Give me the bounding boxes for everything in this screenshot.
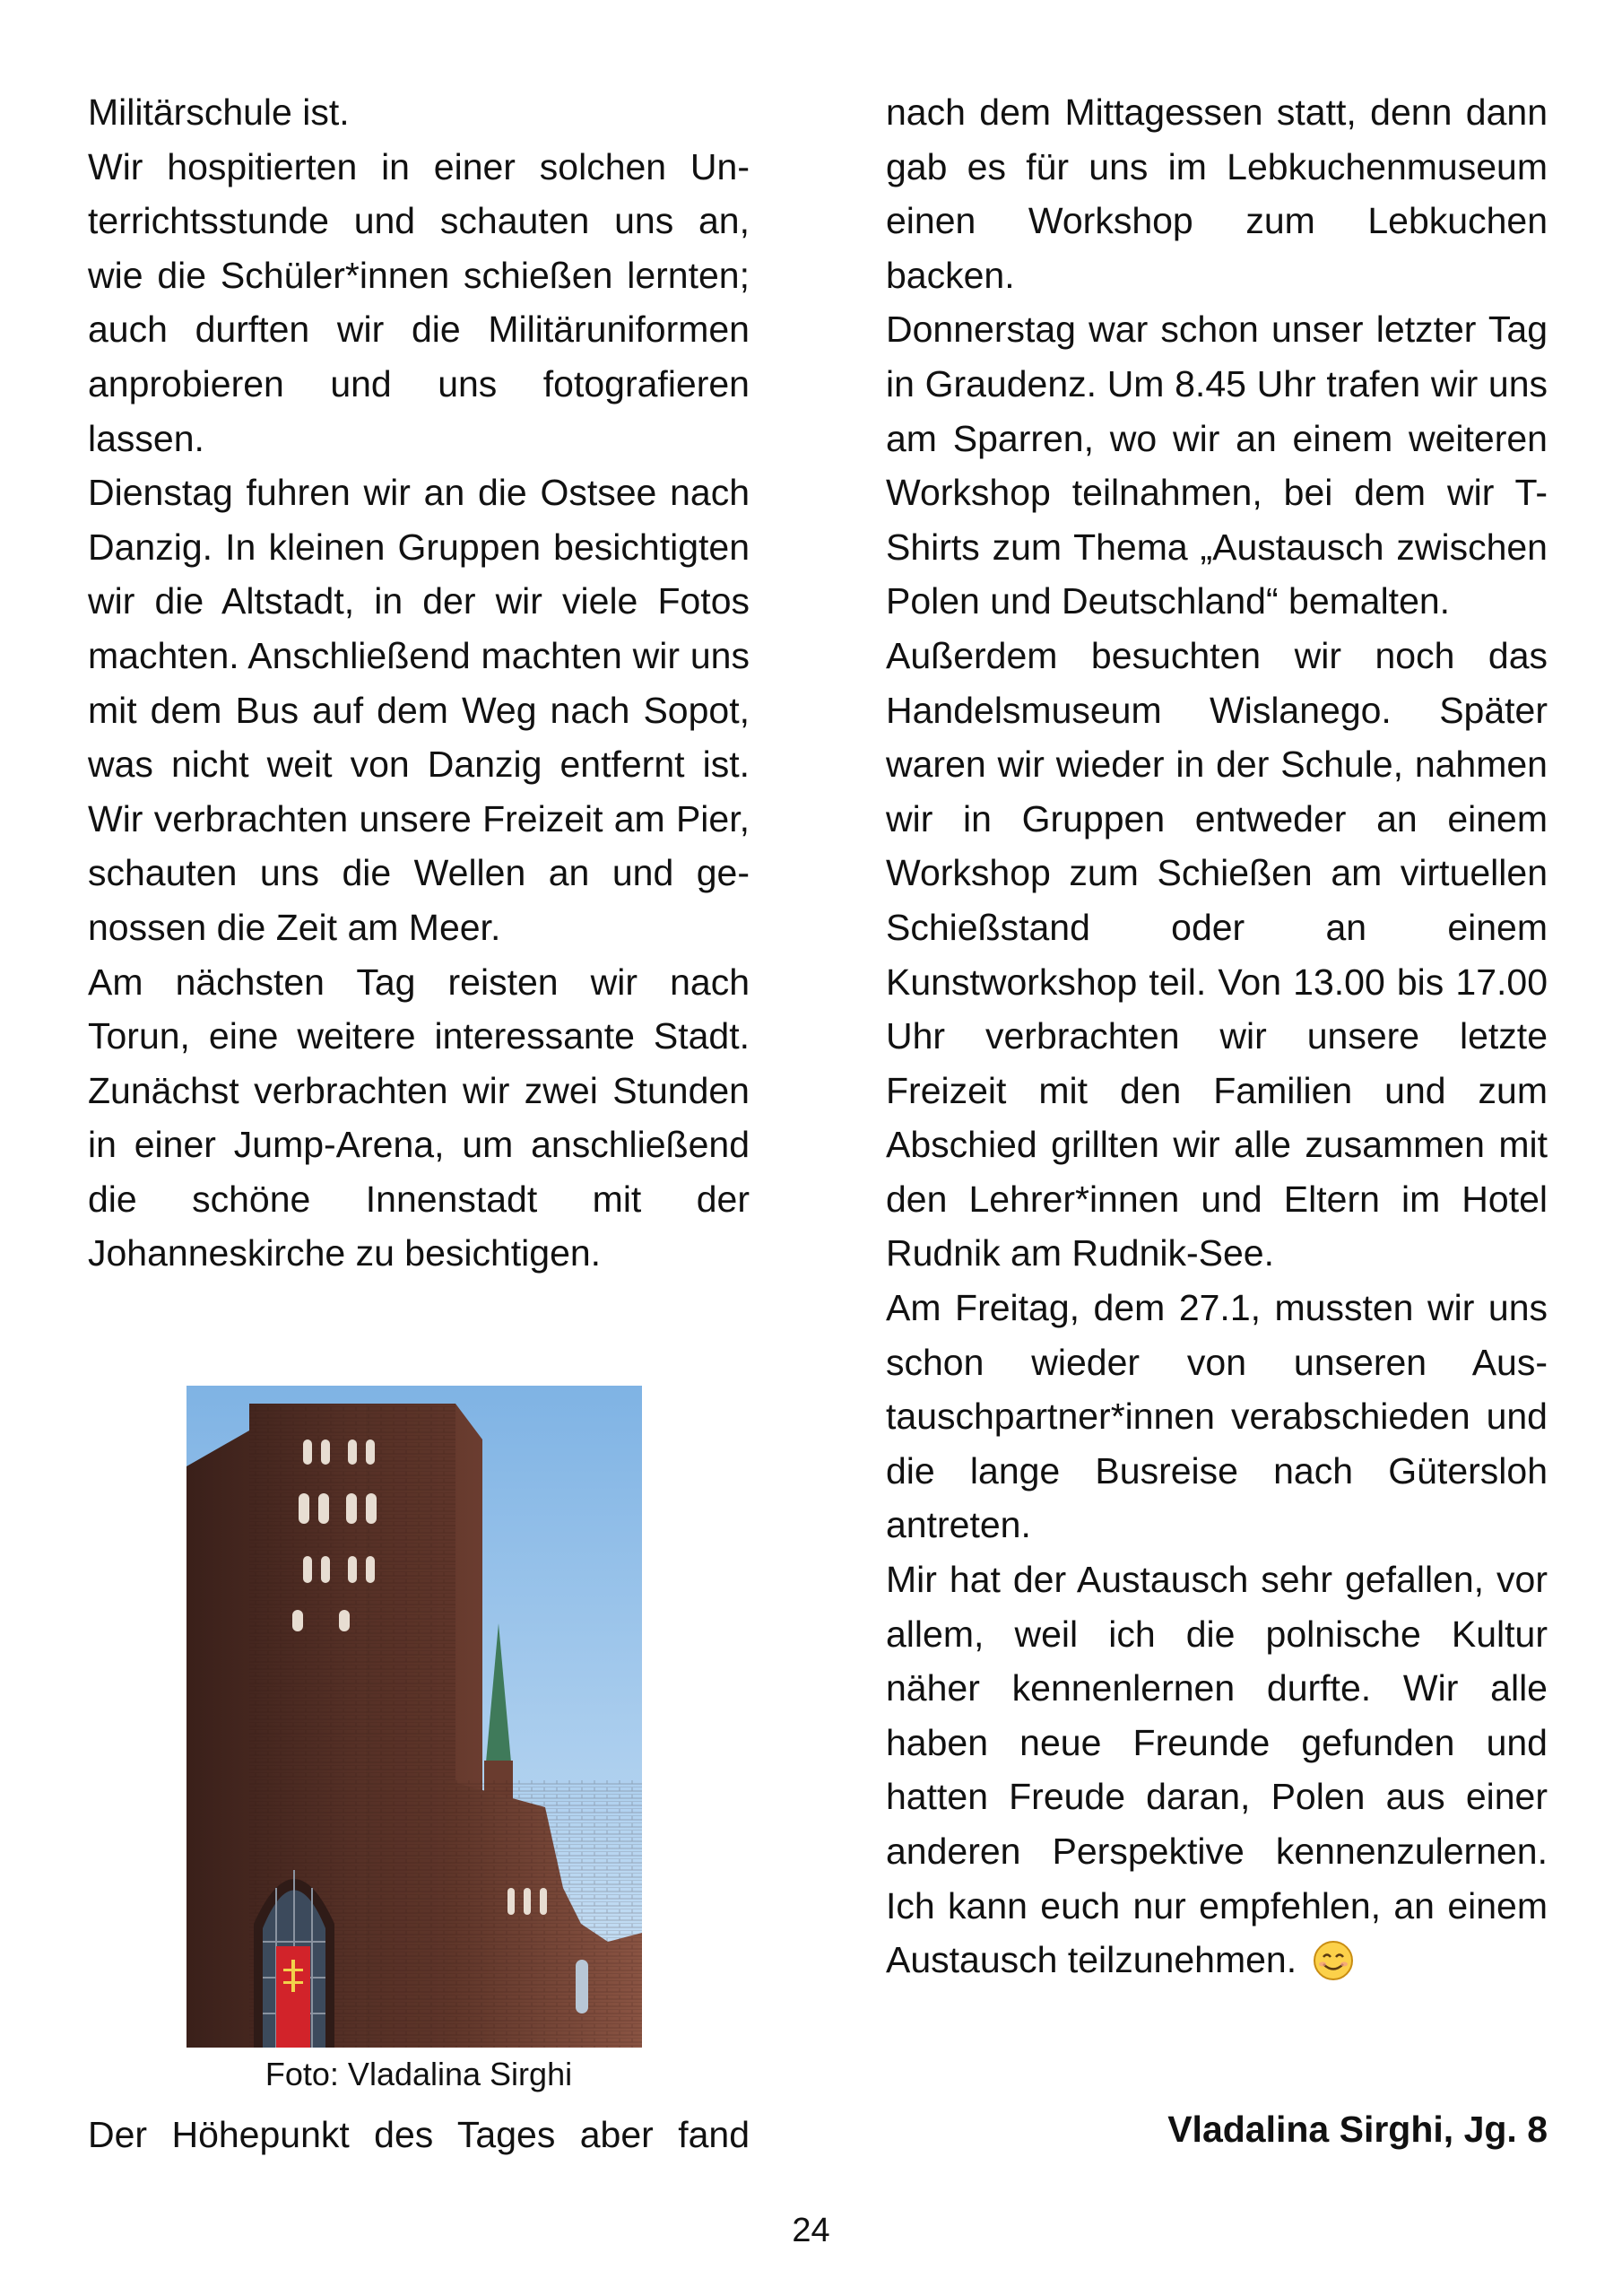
right-column [886,85,1548,1996]
paragraph: Donnerstag war schon unser letzter Tag in Graudenz. Um 8.45 Uhr trafen wir uns am Sparren, wo wir an einem weiteren Workshop teilnahmen, bei dem wir T-Shirts zum Thema „Austausch zwischen Polen und Deutschland“ bemalten. [886,309,1548,622]
author-signature: Vladalina Sirghi, Jg. 8 [1167,2109,1548,2150]
smiling-face-icon [1313,1940,1354,1996]
church-photo [186,1386,642,2048]
paragraph: nach dem Mittagessen statt, denn dann gab es für uns im Lebkuchenmuseum einen Workshop zum Lebkuchen backen. [886,91,1548,296]
left-column-last-line: Der Höhepunkt des Tages aber fand [88,2114,750,2155]
paragraph: Wir hospitierten in einer solchen Unterrichtsstunde und schauten uns an, wie die Schüler*innen schießen lernten; auch durften wir die Militäruniformen anprobieren und uns fotografieren lassen. [88,145,750,459]
paragraph-with-emoji [886,1552,1548,1996]
page-number: 24 [792,2212,830,2249]
photo-caption: Foto: Vladalina Sirghi [265,2056,573,2092]
left-column [88,85,750,1281]
paragraph: Außerdem besuchten wir noch das Handelsmuseum Wislanego. Später waren wir wieder in der Schule, nahmen wir in Gruppen entweder an einem Workshop zum Schießen am virtuellen Schießstand oder an einem Kunstworkshop teil. Von 13.00 bis 17.00 Uhr verbrachten wir unsere letzte Freizeit mit den Familien und zum Abschied grillten wir alle zusammen mit den Lehrer*innen und Eltern im Hotel Rudnik am Rudnik-See. [886,634,1548,1274]
paragraph: Dienstag fuhren wir an die Ostsee nach Danzig. In kleinen Gruppen besichtigten wir die Altstadt, in der wir viele Fotos machten. Anschließend machten wir uns mit dem Bus auf dem Weg nach Sopot, was nicht weit von Danzig entfernt ist. Wir verbrachten unsere Freizeit am Pier, schauten uns die Wellen an und genossen die Zeit am Meer. [88,472,750,948]
paragraph: Am nächsten Tag reisten wir nach Torun, eine weitere interessante Stadt. Zunächst verbrachten wir zwei Stunden in einer Jump-Arena, um anschließend die schöne Innenstadt mit der Johanneskirche zu besichtigen. [88,961,750,1274]
church-tower-image [186,1386,642,2048]
paragraph: Militärschule ist. [88,91,350,133]
paragraph: Mir hat der Austausch sehr gefallen, vor allem, weil ich die polnische Kultur näher kennenlernen durfte. Wir alle haben neue Freunde gefunden und hatten Freude daran, Polen aus einer anderen Perspektive kennenzulernen. Ich kann euch nur empfehlen, an einem Austausch teilzunehmen. [886,1559,1548,1981]
paragraph: Am Freitag, dem 27.1, mussten wir uns schon wieder von unseren Austauschpartner*innen verabschieden und die lange Busreise nach Gütersloh antreten. [886,1287,1548,1546]
